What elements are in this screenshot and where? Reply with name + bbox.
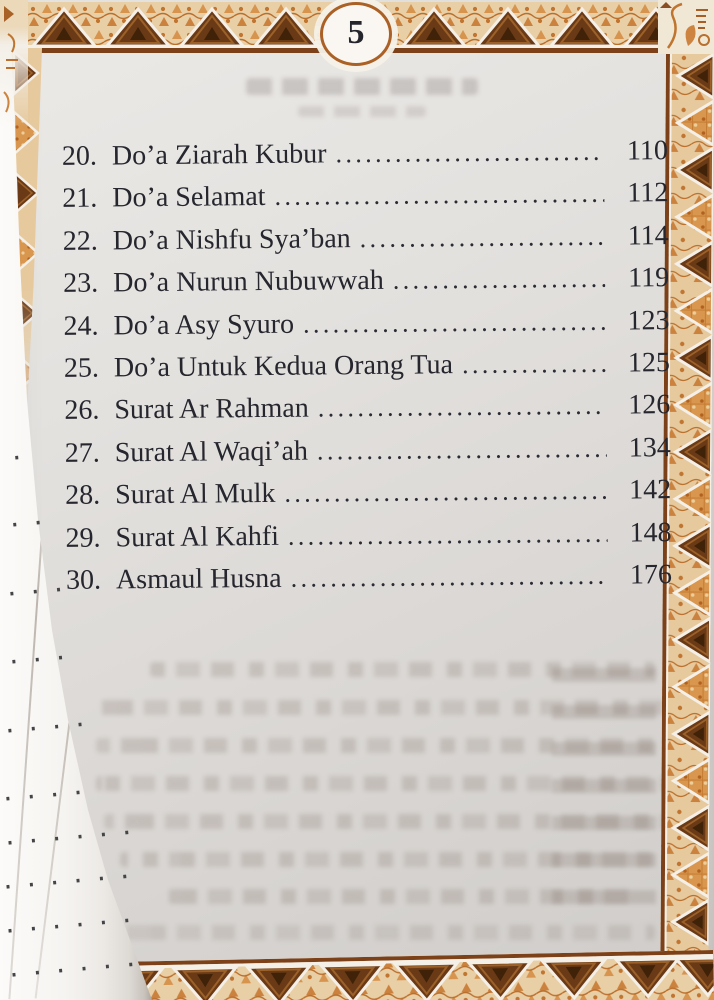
toc-entry-number: 23. [62, 267, 99, 300]
toc-entry-page: 176 [629, 558, 673, 591]
toc-entry-number: 26. [64, 394, 100, 427]
toc-entry-title: Surat Al Waqi’ah [114, 435, 309, 469]
page-edge-dots [2, 820, 143, 842]
toc-entry-title: Do’a Nurun Nubuwwah [112, 265, 384, 299]
toc-entry-title: Surat Al Mulk [115, 478, 276, 511]
dot-leader [303, 306, 606, 339]
dot-leader [335, 137, 604, 170]
page-edge-dots [0, 864, 141, 886]
toc-entry [63, 220, 669, 268]
toc-entry-number: 21. [62, 182, 98, 215]
toc-entry-number: 20. [61, 140, 98, 172]
toc-entry-number: 24. [63, 310, 99, 342]
toc-entry [65, 432, 671, 480]
page-number-badge [320, 2, 392, 66]
page-edge-dots [7, 510, 55, 524]
toc-entry-title: Do’a Nishfu Sya’ban [112, 222, 351, 257]
dot-leader [284, 476, 607, 509]
toc-entry [62, 135, 668, 183]
toc-entry-number: 25. [63, 352, 100, 384]
dot-leader [393, 264, 606, 296]
toc-entry-page: 134 [628, 431, 671, 464]
toc-entry-page: 110 [626, 135, 669, 167]
toc-entry-page: 148 [629, 516, 672, 549]
toc-entry [63, 305, 669, 353]
toc-entry [63, 262, 669, 310]
toc-entry-title: Do’a Selamat [112, 181, 266, 214]
toc-entry-number: 27. [64, 437, 100, 469]
page-edge-dots [0, 780, 94, 798]
page-edge-dots [2, 908, 143, 930]
page-edge-dots [2, 712, 96, 730]
dot-leader [360, 221, 605, 253]
toc-entry-title: Do’a Untuk Kedua Orang Tua [113, 349, 454, 384]
toc-entry-number: 29. [65, 522, 101, 554]
dot-leader [462, 349, 606, 380]
toc-entry [64, 389, 670, 437]
corner-ornament-top-left [0, 0, 28, 150]
page-edge-dots [6, 952, 147, 974]
toc-entry-number: 22. [62, 225, 98, 257]
toc-entry-page: 114 [627, 219, 669, 252]
corner-ornament-top-right [658, 0, 714, 54]
toc-entry-title: Do’a Asy Syuro [113, 308, 295, 341]
toc-entry [66, 559, 672, 607]
toc-entry [65, 474, 671, 522]
dot-leader [317, 433, 607, 466]
page-edge-dots [4, 577, 75, 593]
toc-entry-page: 123 [627, 304, 670, 337]
page-edge-dots [6, 645, 77, 661]
toc-entry-page: 126 [628, 389, 671, 421]
toc-entry-title: Surat Ar Rahman [114, 392, 309, 426]
dot-leader [288, 518, 608, 551]
page-number: 5 [347, 14, 365, 51]
page-edge-dots [9, 445, 33, 457]
toc-list [62, 135, 672, 607]
dot-leader [291, 561, 609, 594]
toc-entry-number: 30. [65, 564, 102, 596]
toc-entry-title: Asmaul Husna [115, 562, 282, 596]
toc-entry-page: 125 [627, 347, 671, 379]
toc-entry-page: 119 [628, 262, 670, 294]
dot-leader [318, 391, 607, 424]
toc-entry [64, 347, 670, 395]
toc-entry [65, 517, 671, 565]
dot-leader [274, 179, 604, 212]
toc-entry-number: 28. [65, 479, 101, 512]
toc-entry-title: Surat Al Kahfi [115, 520, 280, 553]
toc-entry-page: 142 [629, 474, 672, 506]
toc-entry-page: 112 [627, 177, 669, 209]
toc-entry-title: Do’a Ziarah Kubur [111, 138, 327, 172]
toc-entry [62, 177, 668, 225]
